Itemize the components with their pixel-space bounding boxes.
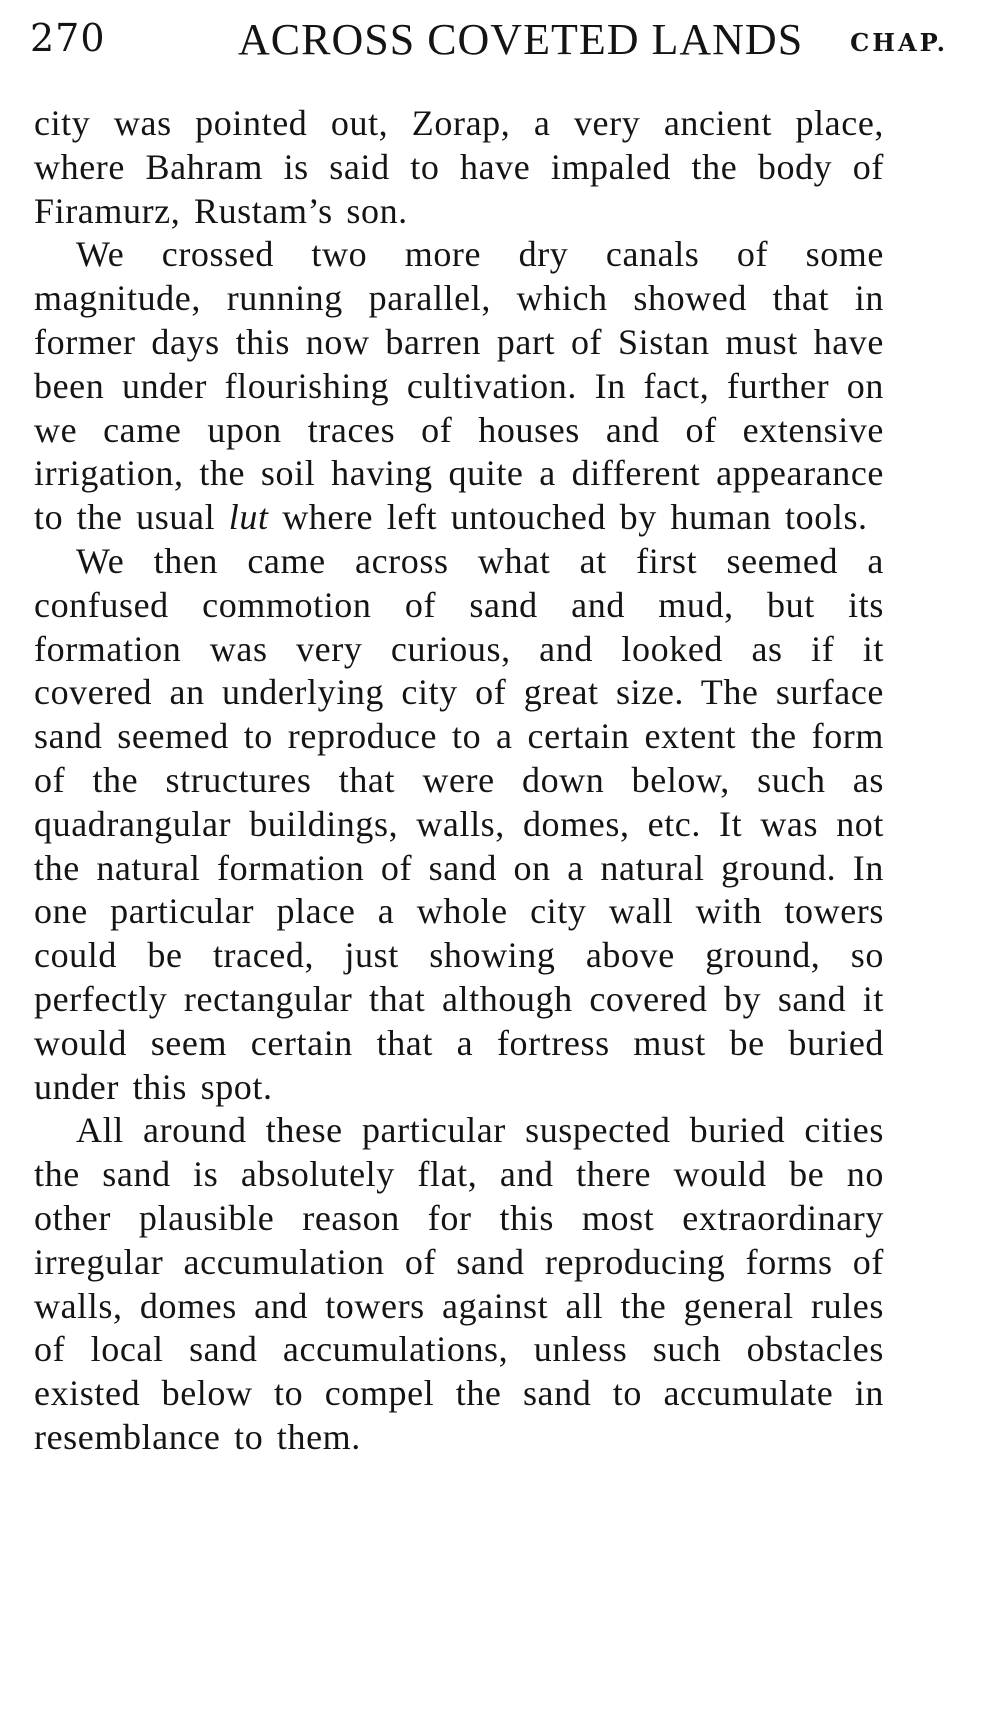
paragraph-2-text: We crossed two more dry canals of some magnitude, running parallel, which showed that in former days this now barren part of Sistan must have been under flourishing cultivation. In fact, further on we came upon traces of houses and of extensive irrigation, the soil having quite a different appearance to the usual <box>34 234 884 538</box>
chapter-label: CHAP. <box>850 28 948 57</box>
running-title: ACROSS COVETED LANDS <box>238 15 804 64</box>
page-number: 270 <box>30 16 106 60</box>
paragraph-3: We then came across what at first seemed a confused commotion of sand and mud, but its formation was very curious, and looked as if it covered an underlying city of great size. The surface sand seemed to reproduce to a certain extent the form of the structures that were down below, such as quadrangular buildings, walls, domes, etc. It was not the natural formation of sand on a natural ground. In one particular place a whole city wall with towers could be traced, just showing above ground, so perfectly rectangular that although covered by sand it would seem certain that a fortress must be buried under this spot. <box>34 540 884 1107</box>
paragraph-2 <box>34 233 884 540</box>
page-header <box>30 8 988 68</box>
italic-term: lut <box>228 497 269 538</box>
paragraph-4: All around these particular suspected buried cities the sand is absolutely flat, and there would be no other plausible reason for this most extraordinary irregular accumulation of sand reproducing forms of walls, domes and towers against all the general rules of local sand accumulations, unless such obstacles existed below to compel the sand to accumulate in resemblance to them. <box>34 1110 884 1457</box>
paragraph-1: city was pointed out, Zorap, a very ancient place, where Bahram is said to have impaled the body of Firamurz, Rustam’s son. <box>34 103 884 231</box>
body-text <box>34 102 884 1460</box>
paragraph-2-text-end: where left untouched by human tools. <box>268 497 868 538</box>
